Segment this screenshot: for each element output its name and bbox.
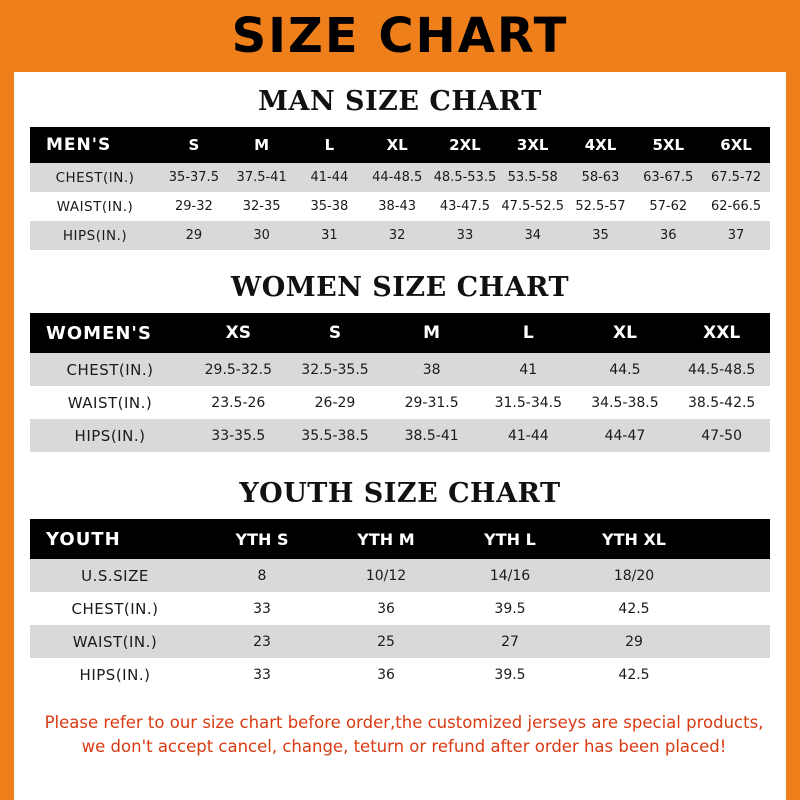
table-header-cell: 5XL [634, 127, 702, 163]
table-cell: 10/12 [324, 559, 448, 592]
row-label: WAIST(IN.) [30, 192, 160, 221]
table-header-cell: YTH XL [572, 519, 696, 559]
table-cell: 44-47 [577, 419, 674, 452]
table-cell: 32.5-35.5 [287, 353, 384, 386]
table-cell: 43-47.5 [431, 192, 499, 221]
table-cell: 39.5 [448, 658, 572, 691]
table-cell-spacer [696, 658, 770, 691]
table-cell-spacer [696, 559, 770, 592]
table-cell: 53.5-58 [499, 163, 567, 192]
table-cell: 23 [200, 625, 324, 658]
table-cell: 42.5 [572, 658, 696, 691]
table-header-row [30, 313, 770, 353]
table-header-cell: L [296, 127, 364, 163]
table-cell: 37 [702, 221, 770, 250]
table-cell-spacer [696, 625, 770, 658]
table-header-row [30, 127, 770, 163]
table-cell: 32-35 [228, 192, 296, 221]
table-cell: 29-31.5 [383, 386, 480, 419]
table-cell: 36 [324, 658, 448, 691]
table-cell: 41-44 [480, 419, 577, 452]
table-cell: 63-67.5 [634, 163, 702, 192]
table-cell-spacer [696, 592, 770, 625]
table-cell: 25 [324, 625, 448, 658]
table-header-cell: XL [577, 313, 674, 353]
row-label: CHEST(IN.) [30, 163, 160, 192]
table-row [30, 592, 770, 625]
table-header-spacer [696, 519, 770, 559]
table-header-cell: YTH L [448, 519, 572, 559]
table-row [30, 559, 770, 592]
table-cell: 35 [567, 221, 635, 250]
table-cell: 37.5-41 [228, 163, 296, 192]
table-cell: 34.5-38.5 [577, 386, 674, 419]
table-row [30, 625, 770, 658]
table-header-cell: S [160, 127, 228, 163]
table-cell: 48.5-53.5 [431, 163, 499, 192]
table-header-cell: S [287, 313, 384, 353]
table-header-cell: YOUTH [30, 519, 200, 559]
footer-note-line-2: we don't accept cancel, change, teturn or refund after order has been placed! [81, 736, 727, 756]
table-cell: 38-43 [363, 192, 431, 221]
table-cell: 42.5 [572, 592, 696, 625]
table-cell: 57-62 [634, 192, 702, 221]
content-area [14, 86, 786, 759]
table-cell: 38.5-41 [383, 419, 480, 452]
section-title-men: MAN SIZE CHART [258, 86, 542, 117]
table-header-cell: MEN'S [30, 127, 160, 163]
table-cell: 33 [200, 592, 324, 625]
table-cell: 8 [200, 559, 324, 592]
table-row [30, 163, 770, 192]
table-cell: 18/20 [572, 559, 696, 592]
table-cell: 31.5-34.5 [480, 386, 577, 419]
table-cell: 32 [363, 221, 431, 250]
table-header-cell: 2XL [431, 127, 499, 163]
row-label: U.S.SIZE [30, 559, 200, 592]
table-header-cell: YTH M [324, 519, 448, 559]
table-cell: 36 [634, 221, 702, 250]
table-cell: 33 [200, 658, 324, 691]
table-cell: 29 [160, 221, 228, 250]
table-cell: 27 [448, 625, 572, 658]
table-row [30, 658, 770, 691]
women-size-table [30, 313, 770, 452]
table-cell: 35.5-38.5 [287, 419, 384, 452]
page-title: SIZE CHART [231, 8, 569, 64]
table-header-row [30, 519, 770, 559]
table-header-cell: 4XL [567, 127, 635, 163]
footer-note [28, 711, 780, 759]
table-cell: 41-44 [296, 163, 364, 192]
row-label: HIPS(IN.) [30, 658, 200, 691]
table-cell: 26-29 [287, 386, 384, 419]
row-label: WAIST(IN.) [30, 625, 200, 658]
table-row [30, 353, 770, 386]
table-cell: 23.5-26 [190, 386, 287, 419]
table-cell: 29.5-32.5 [190, 353, 287, 386]
row-label: HIPS(IN.) [30, 419, 190, 452]
table-row [30, 221, 770, 250]
table-cell: 34 [499, 221, 567, 250]
table-header-cell: M [383, 313, 480, 353]
table-cell: 33-35.5 [190, 419, 287, 452]
row-label: CHEST(IN.) [30, 353, 190, 386]
table-header-cell: 6XL [702, 127, 770, 163]
row-label: HIPS(IN.) [30, 221, 160, 250]
section-title-youth: YOUTH SIZE CHART [239, 478, 561, 509]
table-cell: 31 [296, 221, 364, 250]
table-cell: 29-32 [160, 192, 228, 221]
table-cell: 38.5-42.5 [673, 386, 770, 419]
table-cell: 67.5-72 [702, 163, 770, 192]
table-cell: 44-48.5 [363, 163, 431, 192]
table-cell: 36 [324, 592, 448, 625]
row-label: CHEST(IN.) [30, 592, 200, 625]
table-cell: 44.5 [577, 353, 674, 386]
table-cell: 44.5-48.5 [673, 353, 770, 386]
table-cell: 52.5-57 [567, 192, 635, 221]
table-cell: 39.5 [448, 592, 572, 625]
page-banner [0, 0, 800, 72]
table-cell: 29 [572, 625, 696, 658]
table-row [30, 192, 770, 221]
section-title-women: WOMEN SIZE CHART [230, 272, 570, 303]
table-header-cell: YTH S [200, 519, 324, 559]
row-label: WAIST(IN.) [30, 386, 190, 419]
footer-note-line-1: Please refer to our size chart before order,the customized jerseys are special products, [44, 713, 764, 732]
table-cell: 41 [480, 353, 577, 386]
table-cell: 30 [228, 221, 296, 250]
table-row [30, 386, 770, 419]
table-header-cell: XL [363, 127, 431, 163]
table-cell: 47.5-52.5 [499, 192, 567, 221]
table-cell: 47-50 [673, 419, 770, 452]
youth-size-table [30, 519, 770, 691]
table-header-cell: XS [190, 313, 287, 353]
table-header-cell: WOMEN'S [30, 313, 190, 353]
table-cell: 35-37.5 [160, 163, 228, 192]
table-cell: 14/16 [448, 559, 572, 592]
table-header-cell: L [480, 313, 577, 353]
table-header-cell: 3XL [499, 127, 567, 163]
table-header-cell: XXL [673, 313, 770, 353]
table-cell: 33 [431, 221, 499, 250]
table-cell: 58-63 [567, 163, 635, 192]
men-size-table [30, 127, 770, 250]
table-row [30, 419, 770, 452]
table-cell: 62-66.5 [702, 192, 770, 221]
table-cell: 35-38 [296, 192, 364, 221]
table-cell: 38 [383, 353, 480, 386]
table-header-cell: M [228, 127, 296, 163]
